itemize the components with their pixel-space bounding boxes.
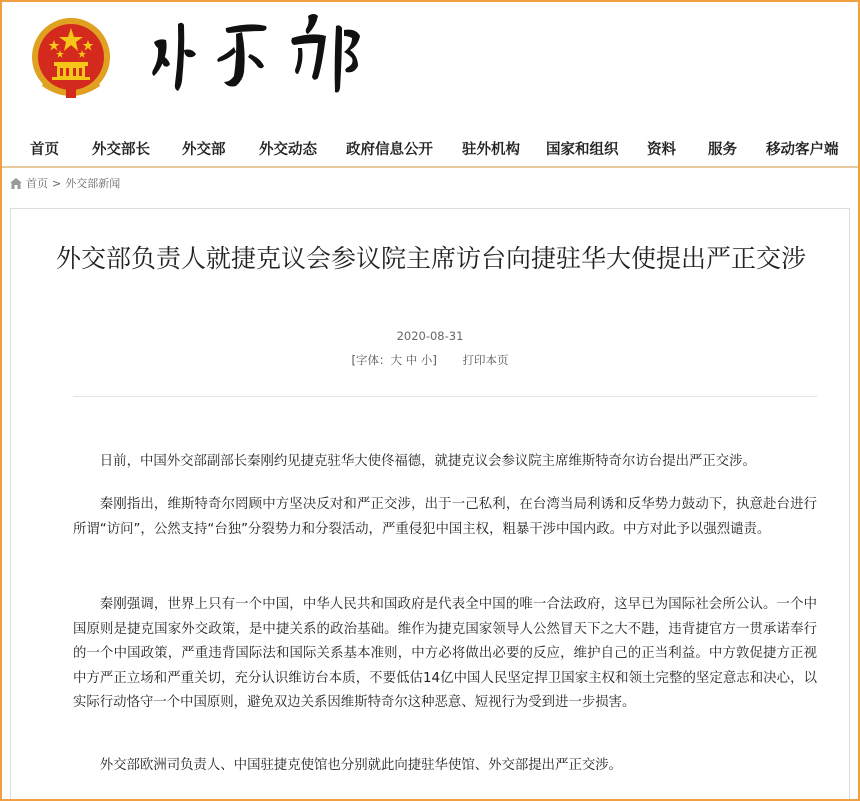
- font-size-label: [字体：: [351, 353, 391, 367]
- site-header: [2, 2, 858, 124]
- nav-item-minister[interactable]: 外交部长: [92, 142, 150, 158]
- nav-item-ministry[interactable]: 外交部: [182, 142, 226, 158]
- font-size-medium[interactable]: 中: [405, 353, 418, 367]
- home-icon: [10, 178, 22, 189]
- article-container: [10, 208, 850, 801]
- nav-item-mobile[interactable]: 移动客户端: [766, 142, 839, 158]
- nav-item-missions[interactable]: 驻外机构: [462, 142, 520, 158]
- title-divider: [73, 396, 817, 397]
- article-title: 外交部负责人就捷克议会参议院主席访台向捷驻华大使提出严正交涉: [55, 244, 806, 273]
- article-tools: [11, 352, 849, 368]
- article-paragraph: 秦刚指出，维斯特奇尔罔顾中方坚决反对和严正交涉，出于一己私利，在台湾当局利诱和反华势力鼓动下，执意赴台进行所谓“访问”，公然支持“台独”分裂势力和分裂活动，严重侵犯中国主权，粗暴干涉中国内政。中方对此予以强烈谴责。: [73, 497, 817, 537]
- breadcrumb: [10, 174, 120, 192]
- article-date: 2020-08-31: [396, 329, 464, 343]
- breadcrumb-separator: >: [52, 176, 62, 190]
- nav-item-countries[interactable]: 国家和组织: [546, 142, 619, 158]
- main-nav: [2, 130, 858, 168]
- nav-item-gov-info[interactable]: 政府信息公开: [346, 142, 433, 158]
- nav-item-services[interactable]: 服务: [708, 142, 737, 158]
- nav-item-home[interactable]: 首页: [30, 142, 59, 158]
- print-page-link[interactable]: 打印本页: [462, 353, 509, 367]
- font-size-large[interactable]: 大: [390, 353, 403, 367]
- article-paragraph: 秦刚强调，世界上只有一个中国，中华人民共和国政府是代表全中国的唯一合法政府，这早已为国际社会所公认。一个中国原则是捷克国家外交政策，是中捷关系的政治基础。维作为捷克国家领导人公然冒天下之大不韪，违背捷官方一贯承诺奉行的一个中国政策，严重违背国际法和国际关系基本准则，中方必将做出必要的反应，维护自己的正当利益。中方敦促捷方正视中方严正立场和严重关切，充分认识维访台本质，不要低估14亿中国人民坚定捍卫国家主权和领土完整的坚定意志和决心，以实际行动恪守一个中国原则，避免双边关系因维斯特奇尔这种恶意、短视行为受到进一步损害。: [73, 597, 817, 710]
- nav-item-news[interactable]: 外交动态: [259, 142, 317, 158]
- national-emblem-icon[interactable]: [30, 16, 112, 102]
- breadcrumb-home-link[interactable]: 首页: [26, 177, 48, 190]
- nav-item-resources[interactable]: 资料: [647, 142, 676, 158]
- article-paragraph: 日前，中国外交部副部长秦刚约见捷克驻华大使佟福德，就捷克议会参议院主席维斯特奇尔访台提出严正交涉。: [99, 454, 756, 469]
- breadcrumb-section-link[interactable]: 外交部新闻: [65, 177, 121, 190]
- font-size-small[interactable]: 小]: [420, 353, 437, 367]
- article-paragraph: 外交部欧洲司负责人、中国驻捷克使馆也分别就此向捷驻华使馆、外交部提出严正交涉。: [99, 758, 623, 773]
- site-logo-calligraphy[interactable]: [140, 8, 370, 112]
